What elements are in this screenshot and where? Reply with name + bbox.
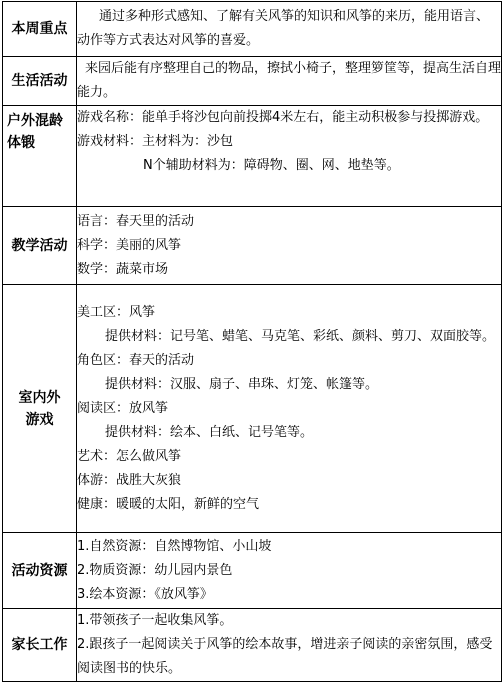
label-outdoor: [3, 106, 77, 207]
label-parents: 家长工作: [3, 609, 77, 682]
outdoor-material-main: 游戏材料：主材料为：沙包: [77, 134, 234, 149]
focus-content: [77, 2, 502, 57]
row-parents: [3, 609, 502, 682]
resources-line-books: 3.绘本资源：《放风筝》: [77, 586, 213, 602]
indoor-health: 健康：暖暖的太阳，新鲜的空气: [77, 496, 260, 512]
label-teaching: 教学活动: [3, 207, 77, 285]
indoor-role-materials: 提供材料：汉服、扇子、串珠、灯笼、帐篷等。: [105, 376, 379, 392]
label-indoor: [3, 285, 77, 533]
label-indoor-text: 室内外游戏: [18, 389, 61, 428]
label-resources: 活动资源: [3, 533, 77, 609]
resources-content: [77, 533, 502, 609]
indoor-content: [77, 285, 502, 533]
row-resources: [3, 533, 502, 609]
label-outdoor-text: 户外混龄体锻: [7, 113, 63, 151]
outdoor-material-aux: N个辅助材料为：障碍物、圈、网、地垫等。: [143, 158, 400, 173]
row-indoor: [3, 285, 502, 533]
indoor-role-area: 角色区：春天的活动: [77, 352, 195, 368]
outdoor-content: [77, 106, 502, 207]
parents-line-2: 2.跟孩子一起阅读关于风筝的绘本故事，增进亲子阅读的亲密氛围，感受阅读图书的快乐。: [77, 637, 493, 676]
teaching-line-science: 科学：美丽的风筝: [77, 237, 182, 253]
indoor-art-materials: 提供材料：记号笔、蜡笔、马克笔、彩纸、颜料、剪刀、双面胶等。: [105, 328, 496, 344]
label-life: 生活活动: [3, 57, 77, 106]
indoor-reading-area: 阅读区：放风筝: [77, 400, 169, 416]
resources-line-material: 2.物质资源：幼儿园内景色: [77, 562, 233, 578]
row-life: [3, 57, 502, 106]
indoor-pe: 体游：战胜大灰狼: [77, 472, 182, 488]
indoor-art-area: 美工区：风筝: [77, 304, 156, 320]
life-text: 来园后能有序整理自己的物品，擦拭小椅子，整理箩筐等，提高生活自理能力。: [77, 61, 502, 100]
parents-content: [77, 609, 502, 682]
outdoor-game-name: 游戏名称：能单手将沙包向前投掷4米左右，能主动积极参与投掷游戏。: [77, 110, 489, 125]
row-outdoor: [3, 106, 502, 207]
indoor-art: 艺术：怎么做风筝: [77, 448, 182, 464]
row-teaching: [3, 207, 502, 285]
parents-line-1: 1.带领孩子一起收集风筝。: [77, 613, 233, 628]
teaching-line-math: 数学：蔬菜市场: [77, 261, 169, 277]
teaching-content: [77, 207, 502, 285]
indoor-reading-materials: 提供材料：绘本、白纸、记号笔等。: [105, 424, 314, 440]
label-focus: 本周重点: [3, 2, 77, 57]
weekly-plan-table: [2, 1, 502, 682]
focus-text: 通过多种形式感知、了解有关风筝的知识和风筝的来历，能用语言、动作等方式表达对风筝的喜爱。: [77, 9, 490, 48]
teaching-line-language: 语言：春天里的活动: [77, 213, 195, 229]
resources-line-nature: 1.自然资源：自然博物馆、小山坡: [77, 538, 272, 554]
life-content: [77, 57, 502, 106]
row-focus: [3, 2, 502, 57]
